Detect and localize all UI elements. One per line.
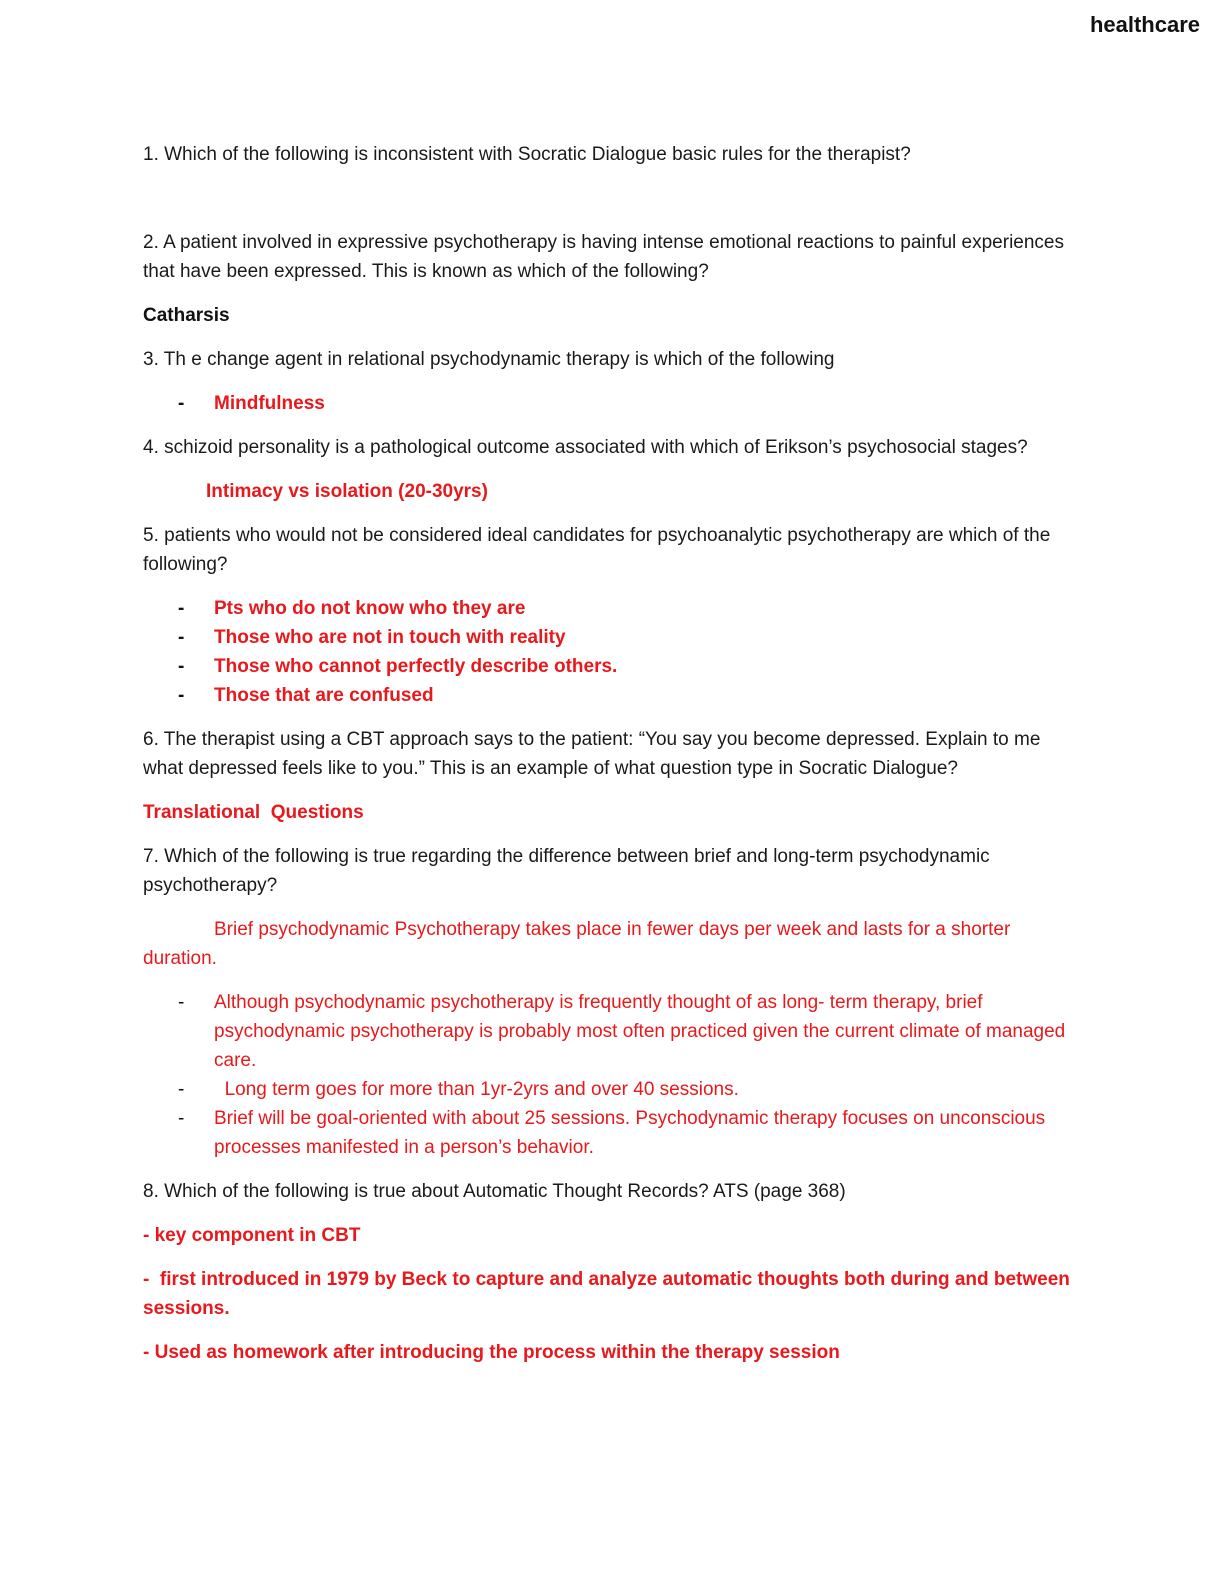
answer-8-item: - first introduced in 1979 by Beck to capture and analyze automatic thoughts both during and between sessions.: [143, 1269, 1076, 1319]
answer-8-item: - Used as homework after introducing the process within the therapy session: [143, 1342, 840, 1363]
answer-2: Catharsis: [143, 305, 230, 326]
answer-8-item: - key component in CBT: [143, 1225, 361, 1246]
list-item: - Long term goes for more than 1yr-2yrs and over 40 sessions.: [143, 1075, 1083, 1104]
list-item: - Pts who do not know who they are: [143, 594, 1083, 623]
question-5: 5. patients who would not be considered ideal candidates for psychoanalytic psychotherapy are which of the following?: [143, 525, 1051, 575]
list-item: - Mindfulness: [143, 389, 1083, 418]
question-6: 6. The therapist using a CBT approach says to the patient: “You say you become depressed. Explain to me what depressed feels like to you.” This is an example of what question type in Socratic Dialogue?: [143, 729, 1041, 779]
question-1: 1. Which of the following is inconsistent with Socratic Dialogue basic rules for the therapist?: [143, 144, 911, 165]
list-item: - Those that are confused: [143, 681, 1083, 710]
list-item: - Those who are not in touch with reality: [143, 623, 1083, 652]
dash-bullet: -: [178, 656, 185, 677]
question-7: 7. Which of the following is true regarding the difference between brief and long-term psychodynamic psychotherapy?: [143, 846, 990, 896]
question-8: 8. Which of the following is true about Automatic Thought Records? ATS (page 368): [143, 1181, 846, 1202]
list-item: - Although psychodynamic psychotherapy is frequently thought of as long- term therapy, brief psychodynamic psychotherapy is probably most often practiced given the current climate of managed care.: [143, 988, 1083, 1075]
answer-list-5: [143, 594, 1083, 710]
answer-7-intro: Brief psychodynamic Psychotherapy takes place in fewer days per week and lasts for a shorter duration.: [143, 919, 1011, 969]
dash-bullet: -: [178, 598, 185, 619]
header-tag: healthcare: [1089, 12, 1200, 37]
answer-list-3: [143, 389, 1083, 418]
dash-bullet: -: [178, 393, 185, 414]
question-4: 4. schizoid personality is a pathological outcome associated with which of Erikson’s psychosocial stages?: [143, 437, 1028, 458]
question-3: 3. Th e change agent in relational psychodynamic therapy is which of the following: [143, 349, 835, 370]
list-item: - Brief will be goal-oriented with about 25 sessions. Psychodynamic therapy focuses on unconscious processes manifested in a person’s behavior.: [143, 1104, 1083, 1162]
answer-list-7: [143, 988, 1083, 1162]
dash-bullet: -: [178, 1108, 185, 1129]
dash-bullet: -: [178, 1079, 185, 1100]
answer-6: Translational Questions: [143, 802, 364, 823]
dash-bullet: -: [178, 685, 185, 706]
answer-4: Intimacy vs isolation (20-30yrs): [206, 481, 488, 502]
dash-bullet: -: [178, 992, 185, 1013]
question-2: 2. A patient involved in expressive psychotherapy is having intense emotional reactions to painful experiences that have been expressed. This is known as which of the following?: [143, 232, 1064, 282]
dash-bullet: -: [178, 627, 185, 648]
list-item: - Those who cannot perfectly describe others.: [143, 652, 1083, 681]
document-body: [143, 140, 1083, 1382]
